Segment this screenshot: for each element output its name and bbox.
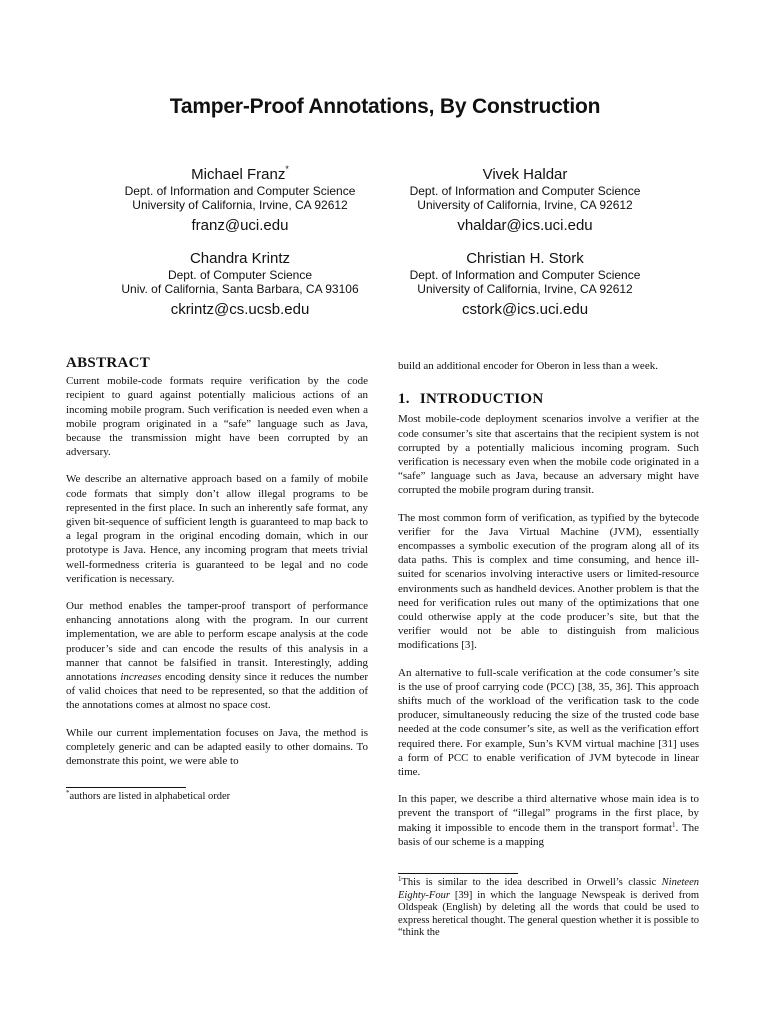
author-email: franz@uci.edu xyxy=(191,217,289,234)
footnote-rule xyxy=(398,873,518,874)
author-name: Vivek Haldar xyxy=(482,166,568,183)
right-column xyxy=(398,359,699,862)
intro-paragraph: Most mobile-code deployment scenarios involve a verifier at the code consumer’s site that ascertains that the recipient system is not corrupted by a potentially malicious incoming program. Such verification is necessary even when the mobile code originated in a “safe” language such as Java, because an adversary might have corrupted the mobile program during transit. xyxy=(398,413,699,497)
author-department: Dept. of Information and Computer Science xyxy=(124,184,356,198)
intro-paragraph: An alternative to full-scale verification at the code consumer’s site is the use of proof carrying code (PCC) [38, 35, 36]. This approach shifts much of the workload of the verification task to the code producer, simultaneously reducing the size of the trusted code base needed at the code consumer’s site, as well as the verification effort required there. For example, Sun’s KVM virtual machine [31] uses a form of PCC to enable verification of JVM bytecode in linear time. xyxy=(398,666,699,779)
author-name-line xyxy=(90,165,390,184)
author-name: Chandra Krintz xyxy=(189,250,291,267)
author-department: Dept. of Information and Computer Science xyxy=(409,184,641,198)
author-name: Christian H. Stork xyxy=(466,250,584,267)
author-department: Dept. of Computer Science xyxy=(167,268,313,282)
book-title: Nineteen Eighty-Four xyxy=(398,877,699,901)
author-name: Michael Franz xyxy=(191,166,286,183)
author-university: Univ. of California, Santa Barbara, CA 93106 xyxy=(121,282,359,296)
author-university: University of California, Irvine, CA 92612 xyxy=(417,282,633,296)
section-heading-introduction xyxy=(398,392,699,406)
left-column xyxy=(66,356,368,781)
abstract-paragraph: Our method enables the tamper-proof transport of performance enhancing annotations along with the program. In our current implementation, we are able to perform escape analysis at the code producer’s side and can encode the results of this analysis in a manner that cannot be falsified in transit. Interestingly, adding annotations increases encoding density since it reduces the number of valid choices that need to be represented, so that the addition of the annotations comes at almost no space cost. xyxy=(66,600,368,712)
author-footnote-marker: * xyxy=(285,164,289,174)
emphasis: increases xyxy=(120,671,162,684)
footnote-text: authors are listed in alphabetical order xyxy=(69,791,231,802)
author-footnote xyxy=(66,787,368,804)
author-email: cstork@ics.uci.edu xyxy=(461,301,589,318)
author-block-stork xyxy=(375,249,675,319)
intro-paragraph: The most common form of verification, as typified by the bytecode verifier for the Java Virtual Machine (JVM), essentially encompasses a symbolic execution of the program along all of its data paths. This is complex and time consuming, and hence ill-suited for scenarios involving interactive users or limited-resource environments such as handheld devices. Another problem is that the need for verification rules out many of the optimizations that one could otherwise apply at the code producer’s site, but that the verifier would not be able to distinguish from malicious modifications [3]. xyxy=(398,511,699,652)
author-department: Dept. of Information and Computer Science xyxy=(409,268,641,282)
author-email: ckrintz@cs.ucsb.edu xyxy=(170,301,310,318)
footnote-ref: 1 xyxy=(671,820,676,829)
author-block-krintz xyxy=(90,249,390,319)
abstract-paragraph: While our current implementation focuses on Java, the method is completely generic and can be adapted easily to other domains. To demonstrate this point, we were able to xyxy=(66,726,368,768)
paper-title: Tamper-Proof Annotations, By Construction xyxy=(169,95,601,118)
abstract-paragraph: We describe an alternative approach based on a family of mobile code formats that simply don’t allow illegal programs to be represented in the first place. In such an inherently safe format, any given bit-sequence of sufficient length is guaranteed to map back to a legal program in the original encoding domain, which in our prototype is Java. Hence, any incoming program that meets trivial well-formedness criteria is guaranteed to be legal and no code verification is necessary. xyxy=(66,473,368,585)
intro-paragraph: In this paper, we describe a third alternative whose main idea is to prevent the transport of “illegal” programs in the first place, by making it impossible to encode them in the transport format$^1$. The basis of our scheme is a mapping xyxy=(398,793,700,848)
abstract-heading: ABSTRACT xyxy=(66,355,151,371)
section-number: 1. xyxy=(398,391,410,408)
author-block-haldar xyxy=(375,165,675,235)
footnote-marker: * xyxy=(66,789,70,797)
abstract-paragraph: Current mobile-code formats require verification by the code recipient to guard against potentially malicious actions of an incoming mobile program. Such verification is needed even when a mobile program originated in a “safe” language such as Java, because the transmission might have been corrupted by an adversary. xyxy=(66,375,368,459)
footnote-marker: 1 xyxy=(398,875,402,883)
section-title: INTRODUCTION xyxy=(419,391,544,408)
footnote-1: $^1$This is similar to the idea described in Orwell’s classic Nineteen Eighty-Four [39] in which the language Newspeak is derived from Oldspeak (English) by deleting all the words that could be used to express heretical thought. The general question whether it is possible to “think the xyxy=(398,875,699,939)
author-block-franz xyxy=(90,165,390,235)
author-university: University of California, Irvine, CA 92612 xyxy=(132,198,348,212)
author-email: vhaldar@ics.uci.edu xyxy=(457,217,593,234)
author-university: University of California, Irvine, CA 92612 xyxy=(417,198,633,212)
footnote-rule xyxy=(66,787,186,788)
abstract-continuation: build an additional encoder for Oberon in less than a week. xyxy=(398,360,658,372)
